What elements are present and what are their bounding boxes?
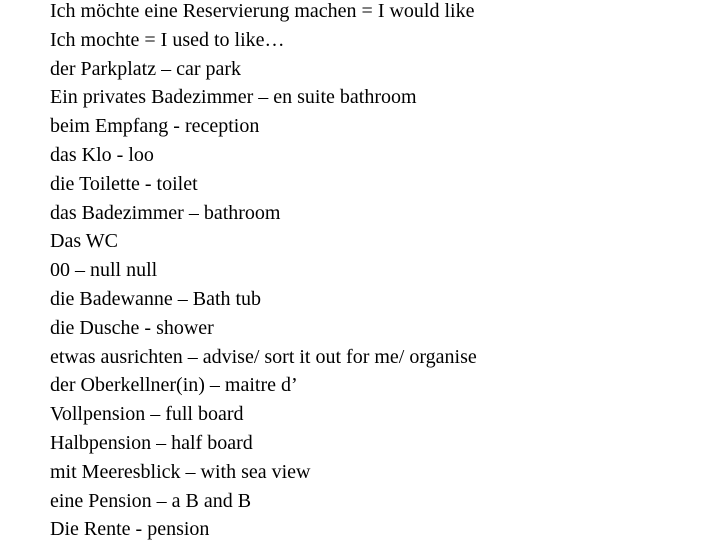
vocab-line-used-to-like: Ich mochte = I used to like… <box>50 28 285 51</box>
vocab-line-wc: Das WC <box>50 230 118 253</box>
vocab-line-maitre-d: der Oberkellner(in) – maitre d’ <box>50 374 298 397</box>
vocab-line-null-null: 00 – null null <box>50 259 158 282</box>
vocab-line-shower: die Dusche - shower <box>50 316 214 339</box>
vocab-line-loo: das Klo - loo <box>50 143 154 166</box>
vocab-line-bath-tub: die Badewanne – Bath tub <box>50 287 262 310</box>
vocab-line-reservation: Ich möchte eine Reservierung machen = I would like <box>50 0 475 22</box>
vocab-line-bathroom: das Badezimmer – bathroom <box>50 201 281 224</box>
vocab-line-ausrichten: etwas ausrichten – advise/ sort it out for me/ organise <box>50 345 477 368</box>
vocab-line-half-board: Halbpension – half board <box>50 431 253 454</box>
vocab-line-car-park: der Parkplatz – car park <box>50 57 242 80</box>
vocab-line-sea-view: mit Meeresblick – with sea view <box>50 460 311 483</box>
vocab-line-reception: beim Empfang - reception <box>50 115 260 138</box>
vocabulary-list <box>50 0 477 540</box>
vocab-line-full-board: Vollpension – full board <box>50 403 244 426</box>
vocab-line-pension: Die Rente - pension <box>50 518 210 540</box>
vocab-line-b-and-b: eine Pension – a B and B <box>50 489 252 512</box>
vocab-line-toilet: die Toilette - toilet <box>50 172 198 195</box>
vocab-line-en-suite: Ein privates Badezimmer – en suite bathroom <box>50 86 417 109</box>
